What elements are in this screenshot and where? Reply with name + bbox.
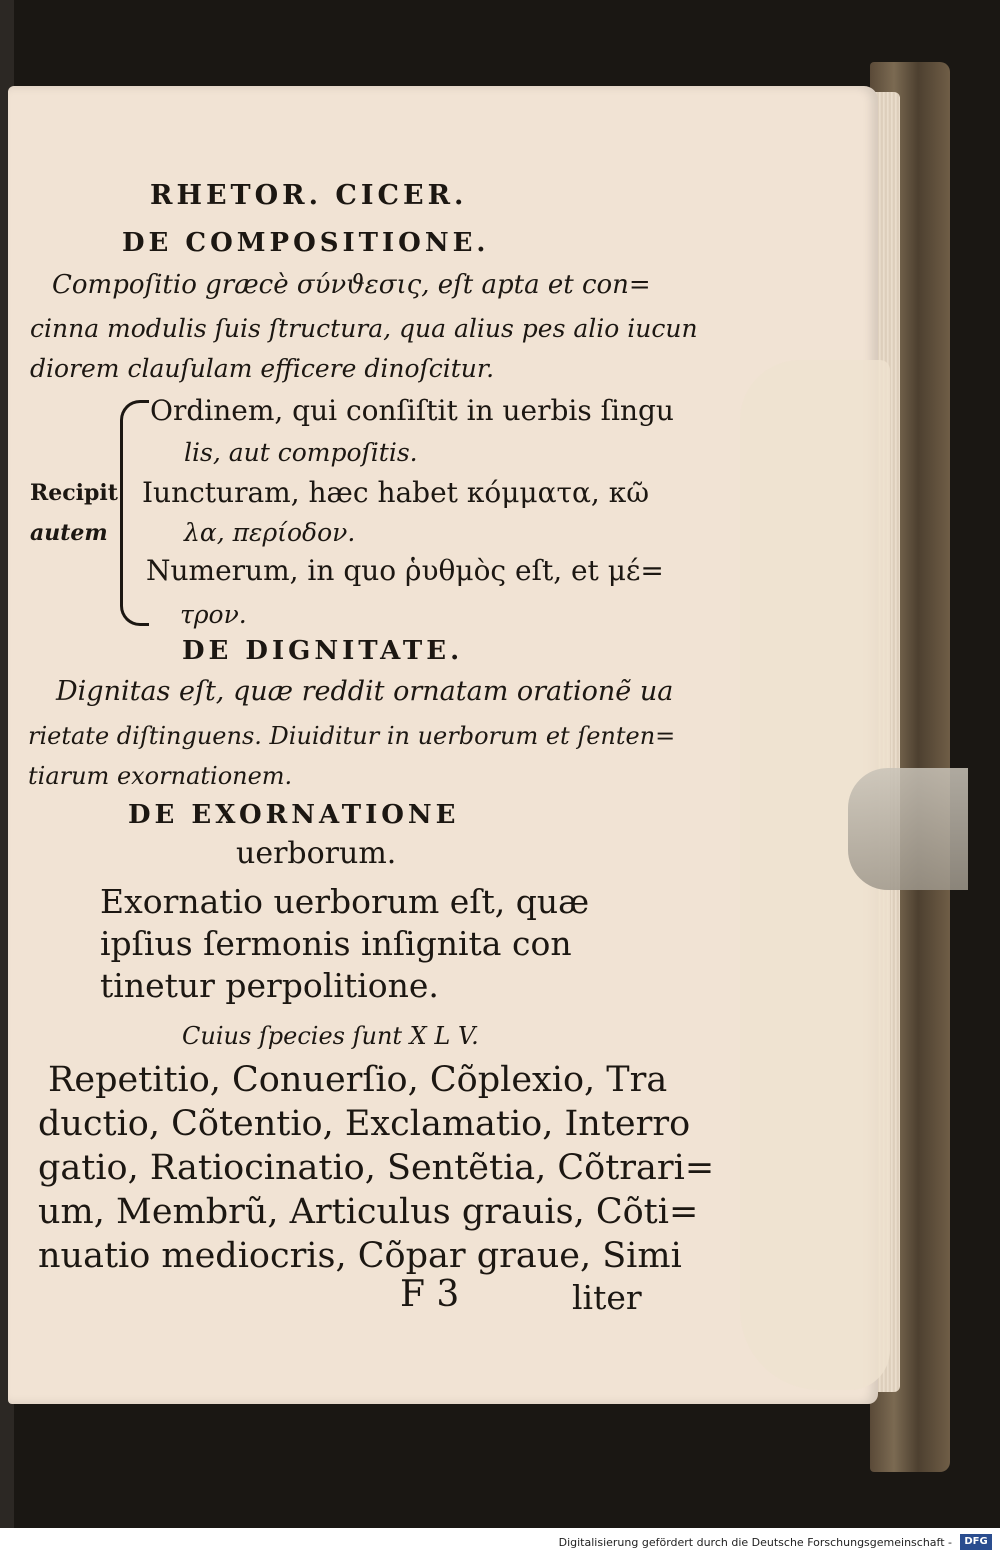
heading-uerborum: uerborum. bbox=[236, 836, 397, 871]
catchword: liter bbox=[572, 1278, 642, 1317]
footer-bar bbox=[0, 1528, 1000, 1558]
figures-line-5: nuatio mediocris, Cõpar graue, Simi bbox=[38, 1236, 682, 1276]
recipit-item-1b: lis, aut compoſitis. bbox=[184, 438, 418, 467]
recipit-item-1: Ordinem, qui conſiſtit in uerbis ſingu bbox=[150, 394, 674, 427]
dignity-line-2: rietate diſtinguens. Diuiditur in uerborum et ſenten= bbox=[28, 722, 676, 750]
figures-line-1: Repetitio, Conuerſio, Cõplexio, Tra bbox=[48, 1060, 668, 1100]
dignity-line-3: tiarum exornationem. bbox=[28, 762, 293, 790]
figures-line-3: gatio, Ratiocinatio, Sentẽtia, Cõtrari= bbox=[38, 1148, 715, 1188]
recipit-item-3: Numerum, in quo ῥυθμὸς eſt, et μέ= bbox=[146, 554, 664, 587]
species-line: Cuius ſpecies ſunt X L V. bbox=[182, 1022, 479, 1050]
exornatio-line-3: tinetur perpolitione. bbox=[100, 966, 439, 1005]
composition-line-3: diorem clauſulam efficere dinoſcitur. bbox=[30, 354, 495, 383]
page-clip bbox=[848, 768, 968, 890]
autem-label: autem bbox=[30, 520, 108, 546]
composition-line-2: cinna modulis ſuis ſtructura, qua alius pes alio iucun bbox=[30, 314, 698, 343]
heading-exornatione: DE EXORNATIONE bbox=[128, 800, 460, 830]
recipit-label: Recipit bbox=[30, 480, 118, 506]
heading-dignitate: DE DIGNITATE. bbox=[182, 636, 464, 666]
heading-compositione: DE COMPOSITIONE. bbox=[122, 228, 490, 258]
dfg-logo: DFG bbox=[960, 1534, 992, 1550]
signature-mark: F 3 bbox=[400, 1274, 460, 1315]
recipit-item-3b: τρον. bbox=[180, 600, 247, 629]
exornatio-line-1: Exornatio uerborum eſt, quæ bbox=[100, 882, 590, 921]
recipit-item-2: Iuncturam, hæc habet κόμματα, κῶ bbox=[142, 476, 650, 509]
dignity-line-1: Dignitas eſt, quæ reddit ornatam orationẽ ua bbox=[56, 676, 674, 707]
exornatio-line-2: ipſius ſermonis inſignita con bbox=[100, 924, 572, 963]
composition-line-1: Compoſitio græcè σύνϑεσις, eſt apta et con= bbox=[52, 270, 651, 300]
figures-line-4: um, Membrũ, Articulus grauis, Cõti= bbox=[38, 1192, 699, 1232]
figures-line-2: ductio, Cõtentio, Exclamatio, Interro bbox=[38, 1104, 691, 1144]
footer-credit: Digitalisierung gefördert durch die Deutsche Forschungsgemeinschaft - bbox=[558, 1536, 952, 1549]
recipit-item-2b: λα, περίοδον. bbox=[184, 518, 356, 547]
running-head: RHETOR. CICER. bbox=[150, 180, 468, 211]
brace bbox=[120, 400, 149, 626]
